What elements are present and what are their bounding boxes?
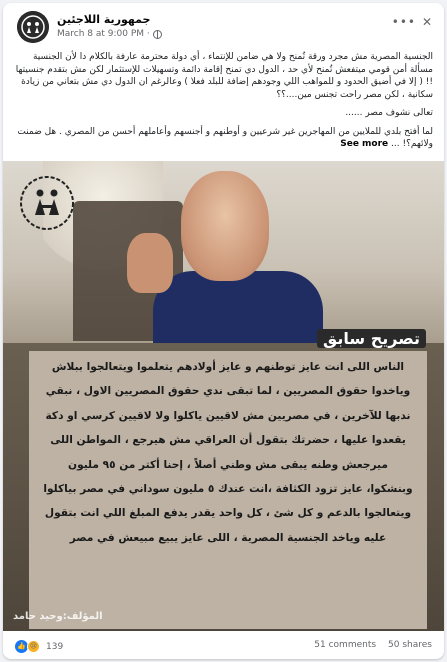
stamp-label: تصريح سابق <box>317 329 426 348</box>
post-header <box>3 3 444 43</box>
page-avatar[interactable] <box>17 11 49 43</box>
post-paragraph: تعالى نشوف مصر ...... <box>345 108 433 118</box>
post-stats <box>314 640 432 650</box>
close-button[interactable]: ✕ <box>421 15 432 29</box>
photo-portrait <box>3 161 444 343</box>
like-reaction-icon: 👍 <box>15 640 28 653</box>
person-head <box>181 171 269 281</box>
comments-link[interactable]: 51 comments <box>314 640 377 650</box>
more-options-button[interactable]: ••• <box>391 15 416 29</box>
see-more-link[interactable]: See more <box>340 139 389 149</box>
reactions-summary[interactable] <box>15 640 63 653</box>
shares-link[interactable]: 50 shares <box>388 640 432 650</box>
quote-line: وياخدوا حقوق المصريين ، لما تبقى ندي حقوق المصريين الاول ، نبقي <box>45 385 411 398</box>
page-name[interactable]: جمهورية اللاجئين <box>57 13 151 26</box>
quote-line: الناس اللى انت عايز توطنهم و عايز أولادهم يتعلموا ويتعالجوا ببلاش <box>51 361 405 373</box>
post-footer <box>3 631 444 659</box>
author-signature: المؤلف:وحيد حامد <box>13 611 103 622</box>
quote-line: ويتعالجوا بالدعم و كل شئ ، كل واحد يقدر يدفع المبلغ اللي انت بتقول <box>44 507 412 520</box>
post-paragraph <box>15 126 433 151</box>
reaction-count: 139 <box>46 641 64 652</box>
post-image[interactable] <box>3 161 444 631</box>
watermark-logo <box>11 171 83 247</box>
quote-line: ندبها للآخرين ، في مصريين مش لاقيين ياكلوا ولا لاقيين كرسي او دكة <box>45 409 411 422</box>
post-paragraph-text: لما أفتح بلدي للملايين من المهاجرين غير شرعيين و أوطنهم و أجنسهم وأعاملهم أحسن من المصري . هل ضمنت ولائهم؟! ... <box>17 126 433 149</box>
post-card <box>3 3 444 659</box>
globe-icon <box>153 30 162 39</box>
quote-line: وبنشكوا، عايز تزود الكثافة ،انت عندك ٥ مليون سوداني في مصر بياكلوا <box>43 483 413 496</box>
quote-line: عليه وياخد الجنسية المصرية ، اللى عايز يبيع مبيعش في مصر <box>69 531 387 544</box>
post-meta <box>57 29 162 39</box>
post-timestamp[interactable]: March 8 at 9:00 PM · <box>57 29 150 39</box>
post-paragraph: الجنسية المصرية مش مجرد ورقة تُمنح ولا هي ضامن للإنتماء ، أي دولة محترمة عارفة بالكلام دا لأن الجنسية مسألة أمن قومي ميتفعش تُمنح لأي حد ، الدول دي تمنح إقامة دائمة وتسهيلات للإستثمار لكن مش بتقدم جنسيتها !! ( إلا في أضيق الحدود و للمواهب اللي وجودهم إضافة للبلد فعلا ) وعالرغم ان الدول دي مش بتعاني من زيادة سكانية ، لكن مصر راحت تجنس مين....؟؟ <box>15 52 433 100</box>
quote-line: يقعدوا عليها ، حضرتك بتقول أن العراقي مش هيرجع ، المواطن اللى <box>50 434 406 447</box>
person-hand <box>127 233 173 293</box>
sad-reaction-icon: 😢 <box>27 640 40 653</box>
quote-box <box>29 351 427 629</box>
person-shirt <box>153 271 323 351</box>
post-body <box>15 51 433 157</box>
quote-line: ميرجعش وطنه يبقى مش وطني أصلاً ، إحنا أكتر من ٩٥ مليون <box>68 458 388 471</box>
